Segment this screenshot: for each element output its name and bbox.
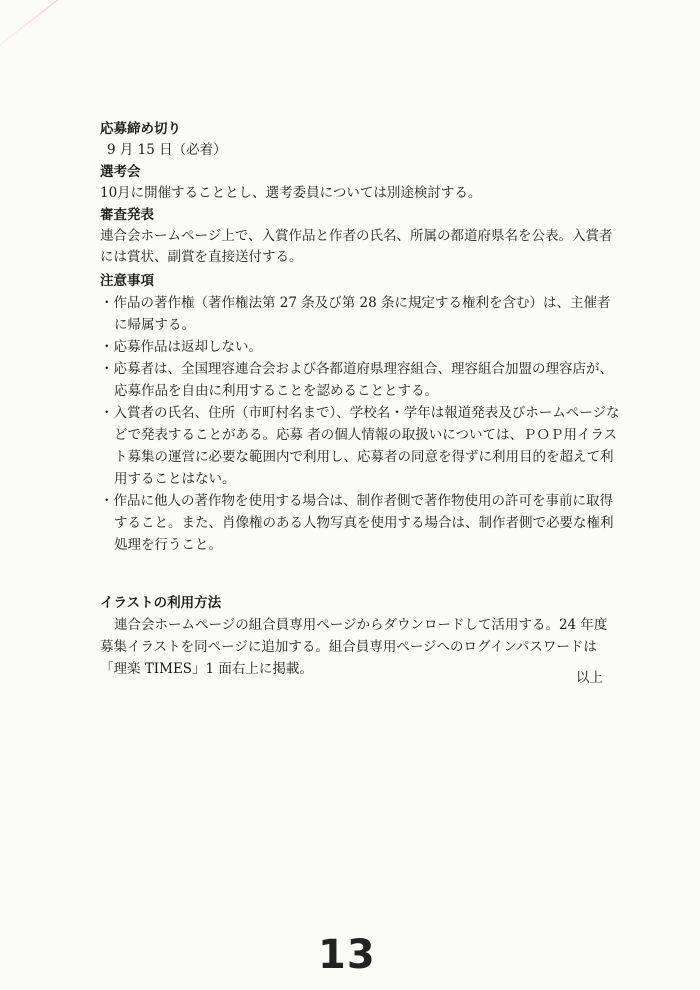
note-item-no-return: ・応募作品は返却しない。 [100,339,262,355]
note-item-privacy: ・入賞者の氏名、住所（市町村名まで）、学校名・学年は報道発表及びホームページなどで発表することがある。応募 者の個人情報の取扱いについては、ＰＯＰ用イラスト募集の運営に必要な範囲内で利用し、応募者の同意を得ずに利用目的を超えて利用することはない。 [100,405,620,487]
announcement-text: 連合会ホームページ上で、入賞作品と作者の氏名、所属の都道府県名を公表。入賞者には賞状、副賞を直接送付する。 [100,228,613,265]
paper-fold-mark [0,0,122,61]
deadline-text: 9 月 15 日（必着） [107,142,227,158]
closing-mark: 以上 [576,670,603,686]
page-number: 13 [318,932,376,978]
selection-text: 10月に開催することとし、選考委員については別途検討する。 [100,185,482,201]
section-heading-usage: イラストの利用方法 [100,595,222,611]
section-heading-deadline: 応募締め切り [100,121,181,137]
section-heading-announcement: 審査発表 [100,207,154,223]
note-item-third-party: ・作品に他人の著作物を使用する場合は、制作者側で著作物使用の許可を事前に取得すること。また、肖像権のある人物写真を使用する場合は、制作者側で必要な権利処理を行うこと。 [100,493,614,553]
note-item-usage-rights: ・応募者は、全国理容連合会および各都道府県理容組合、理容組合加盟の理容店が、応募作品を自由に利用することを認めることとする。 [100,361,613,399]
document-body [100,118,620,680]
note-item-copyright: ・作品の著作権（著作権法第 27 条及び第 28 条に規定する権利を含む）は、主催者に帰属する。 [100,295,611,333]
section-heading-notes: 注意事項 [100,273,154,289]
usage-text: 連合会ホームページの組合員専用ページからダウンロードして活用する。24 年度募集イラストを同ページに追加する。組合員専用ページへのログインパスワードは「理楽 TIMES」1 面右上に掲載。 [100,617,608,677]
section-heading-selection: 選考会 [100,164,141,180]
